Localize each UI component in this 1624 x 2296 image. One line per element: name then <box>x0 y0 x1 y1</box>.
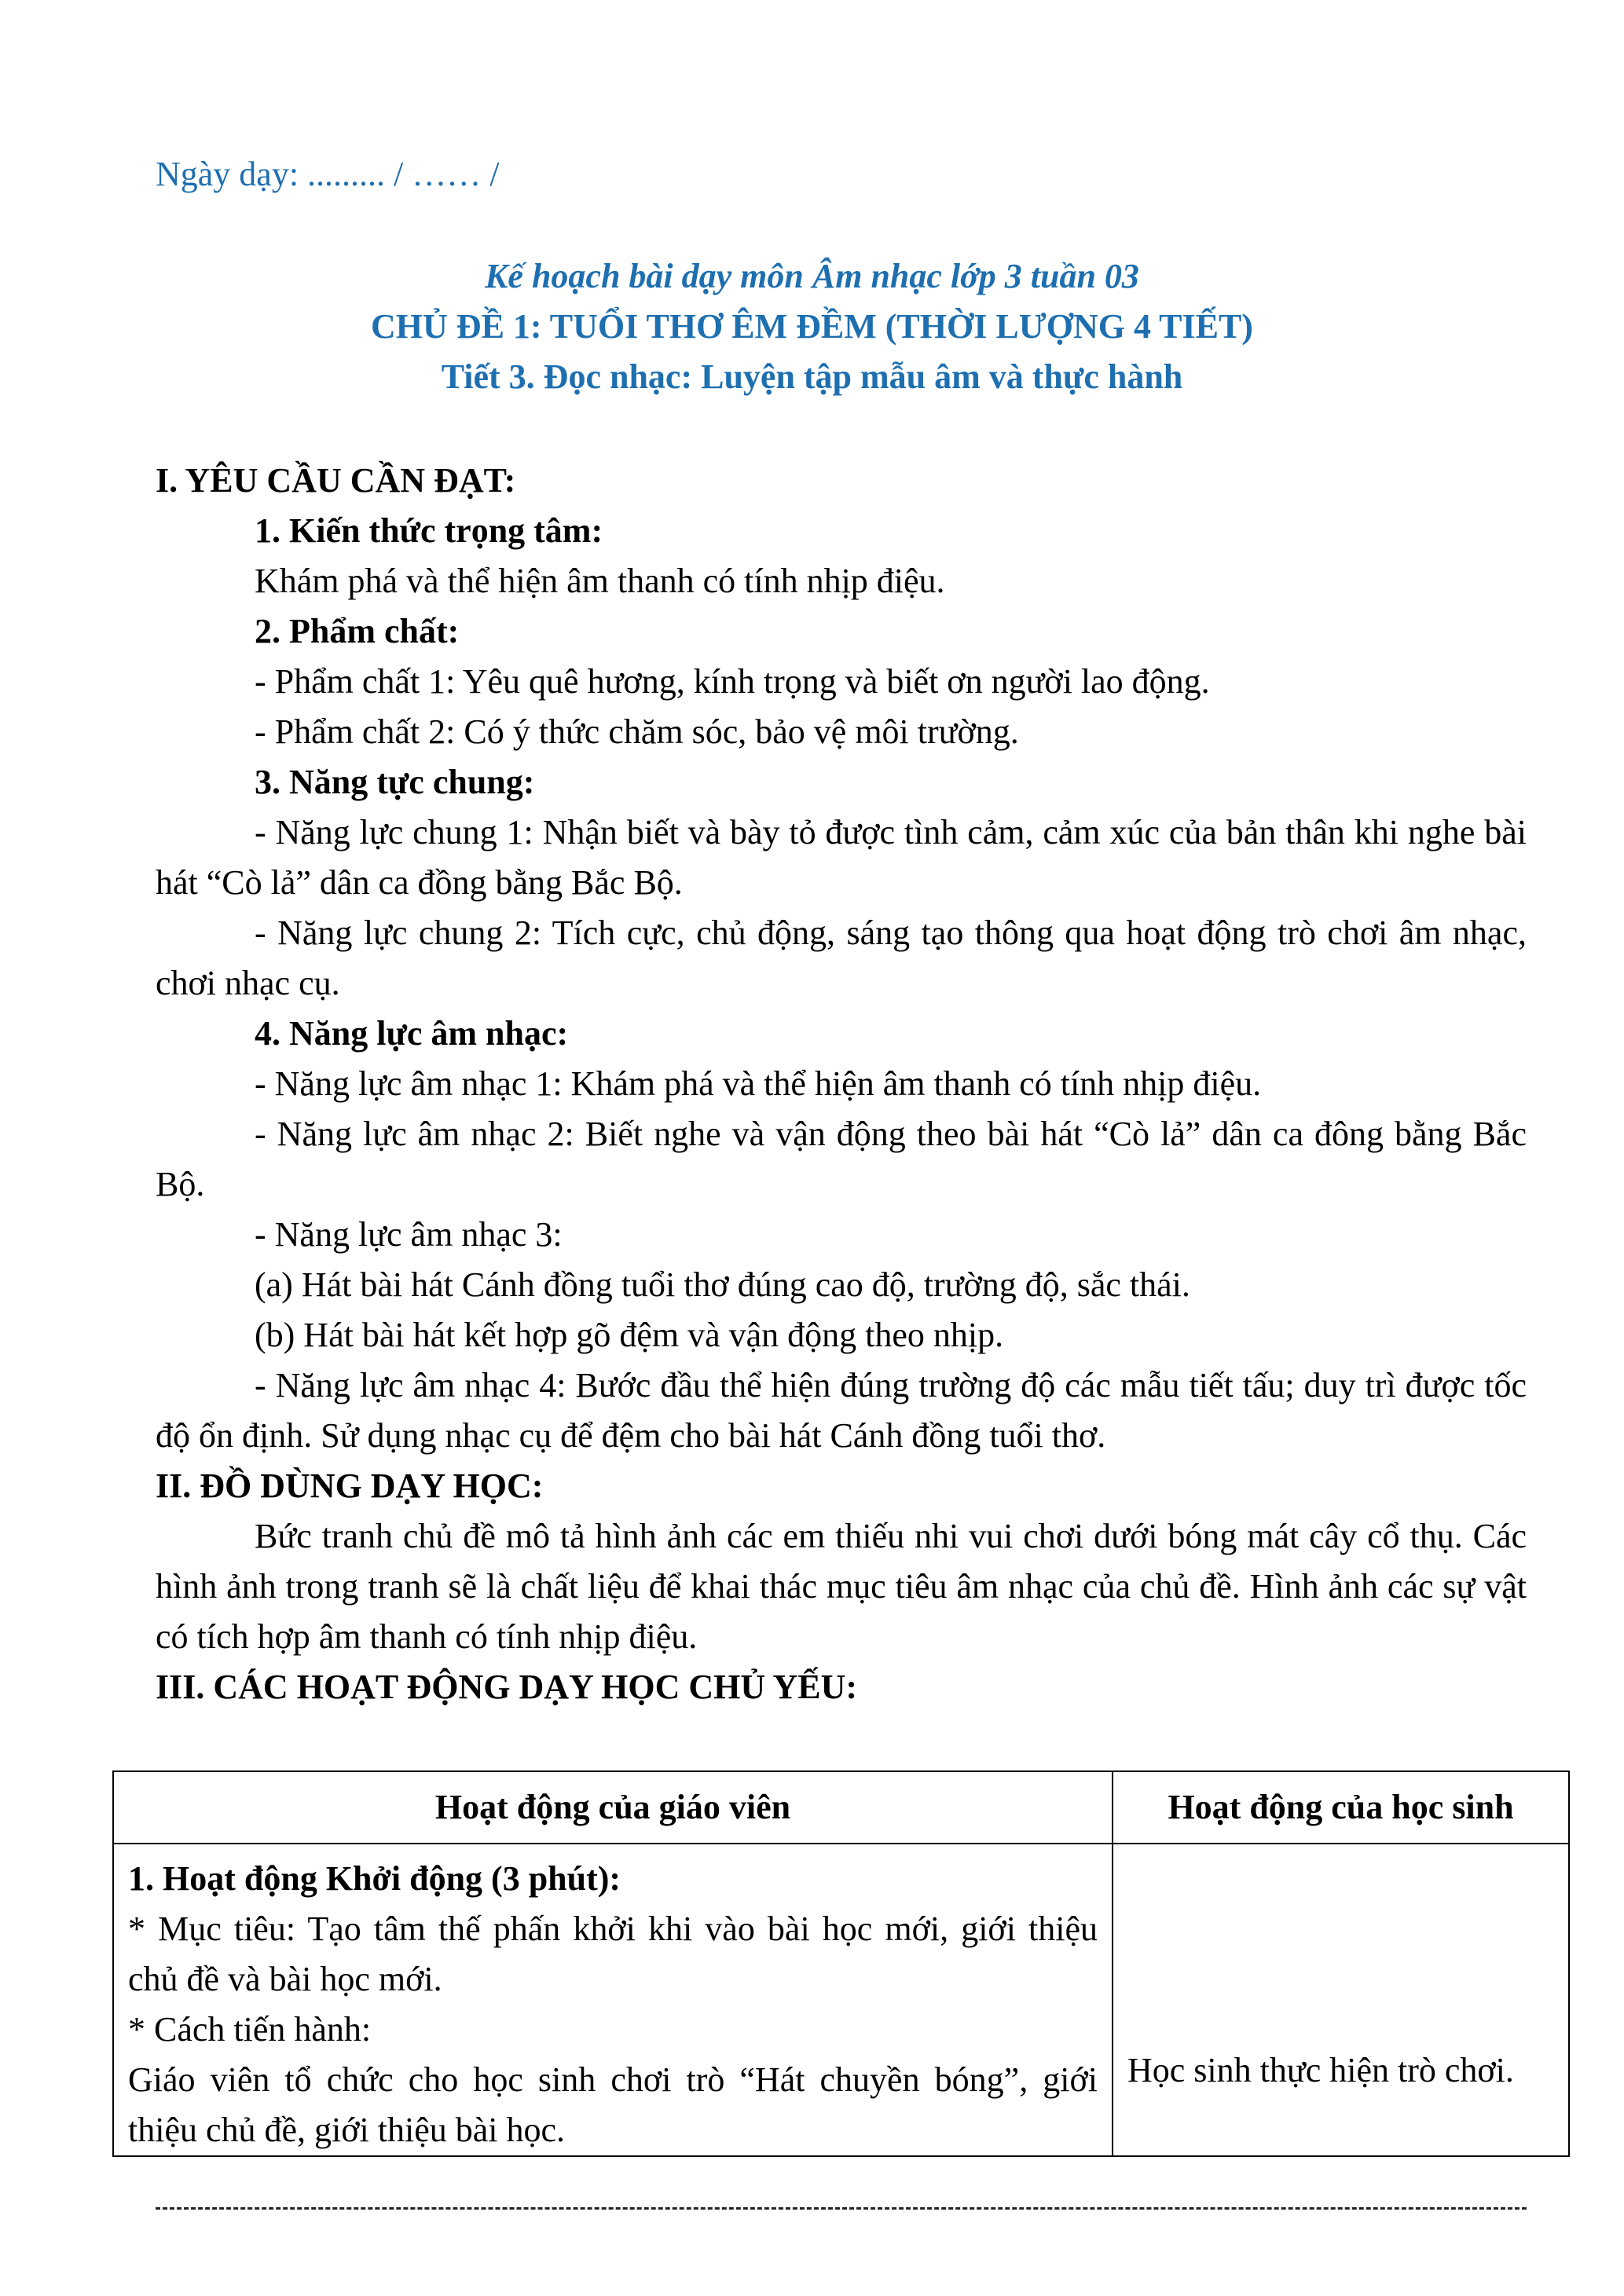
warmup-heading: 1. Hoạt động Khởi động (3 phút): <box>128 1859 621 1898</box>
warmup-method: * Cách tiến hành: <box>128 2010 372 2049</box>
music-competence-3a: (a) Hát bài hát Cánh đồng tuổi thơ đúng cao độ, trường độ, sắc thái. <box>255 1265 1190 1304</box>
music-competence-4: - Năng lực âm nhạc 4: Bước đầu thể hiện đúng trường độ các mẫu tiết tấu; duy trì được tốc độ ổn định. Sử dụng nhạc cụ để đệm cho bài hát Cánh đồng tuổi thơ. <box>156 1366 1527 1455</box>
music-competence-2: - Năng lực âm nhạc 2: Biết nghe và vận động theo bài hát “Cò lả” dân ca đông bằng Bắc Bộ. <box>156 1115 1527 1203</box>
topic-title: CHỦ ĐỀ 1: TUỔI THƠ ÊM ĐỀM (THỜI LƯỢNG 4 TIẾT) <box>371 307 1253 346</box>
lesson-plan-title: Kế hoạch bài dạy môn Âm nhạc lớp 3 tuần 03 <box>485 257 1139 295</box>
music-competence-1: - Năng lực âm nhạc 1: Khám phá và thể hiện âm thanh có tính nhịp điệu. <box>255 1064 1262 1103</box>
section-1-heading: I. YÊU CẦU CẦN ĐẠT: <box>156 461 516 500</box>
quality-2: - Phẩm chất 2: Có ý thức chăm sóc, bảo vệ môi trường. <box>255 712 1019 751</box>
teacher-activity-cell <box>113 1844 1113 2156</box>
quality-1: - Phẩm chất 1: Yêu quê hương, kính trọng và biết ơn người lao động. <box>255 662 1210 701</box>
general-competence-heading: 3. Năng tực chung: <box>255 763 535 801</box>
student-activity-cell <box>1113 1844 1569 2156</box>
table-row <box>113 1844 1569 2156</box>
activities-table <box>112 1771 1570 2157</box>
teaching-date: Ngày dạy: ......... / …… / <box>156 155 500 193</box>
music-competence-3: - Năng lực âm nhạc 3: <box>255 1215 563 1254</box>
document-body <box>156 456 1527 1712</box>
music-competence-3b: (b) Hát bài hát kết hợp gõ đệm và vận động theo nhịp. <box>255 1316 1004 1354</box>
footer-divider <box>156 2207 1527 2210</box>
general-competence-1: - Năng lực chung 1: Nhận biết và bày tỏ được tình cảm, cảm xúc của bản thân khi nghe bài hát “Cò lả” dân ca đồng bằng Bắc Bộ. <box>156 813 1527 902</box>
warmup-teacher-text: Giáo viên tổ chức cho học sinh chơi trò “Hát chuyền bóng”, giới thiệu chủ đề, giới thiệu bài học. <box>128 2060 1098 2149</box>
teacher-column-header: Hoạt động của giáo viên <box>113 1771 1113 1844</box>
general-competence-2: - Năng lực chung 2: Tích cực, chủ động, sáng tạo thông qua hoạt động trò chơi âm nhạc, chơi nhạc cụ. <box>156 914 1527 1002</box>
warmup-goal: * Mục tiêu: Tạo tâm thế phấn khởi khi vào bài học mới, giới thiệu chủ đề và bài học mới. <box>128 1910 1098 1998</box>
knowledge-heading: 1. Kiến thức trọng tâm: <box>255 511 603 550</box>
music-competence-heading: 4. Năng lực âm nhạc: <box>255 1014 569 1053</box>
lesson-title: Tiết 3. Đọc nhạc: Luyện tập mẫu âm và thực hành <box>441 357 1183 396</box>
section-3-heading: III. CÁC HOẠT ĐỘNG DẠY HỌC CHỦ YẾU: <box>156 1668 858 1706</box>
section-2-text: Bức tranh chủ đề mô tả hình ảnh các em thiếu nhi vui chơi dưới bóng mát cây cổ thụ. Các hình ảnh trong tranh sẽ là chất liệu để khai thác mục tiêu âm nhạc của chủ đề. Hình ảnh các sự vật có tích hợp âm thanh có tính nhịp điệu. <box>156 1517 1527 1656</box>
knowledge-text: Khám phá và thể hiện âm thanh có tính nhịp điệu. <box>255 562 945 600</box>
table-header-row <box>113 1771 1569 1844</box>
quality-heading: 2. Phẩm chất: <box>255 612 460 650</box>
warmup-student-text: Học sinh thực hiện trò chơi. <box>1127 2051 1514 2089</box>
student-column-header: Hoạt động của học sinh <box>1113 1771 1569 1844</box>
section-2-heading: II. ĐỒ DÙNG DẠY HỌC: <box>156 1467 544 1505</box>
